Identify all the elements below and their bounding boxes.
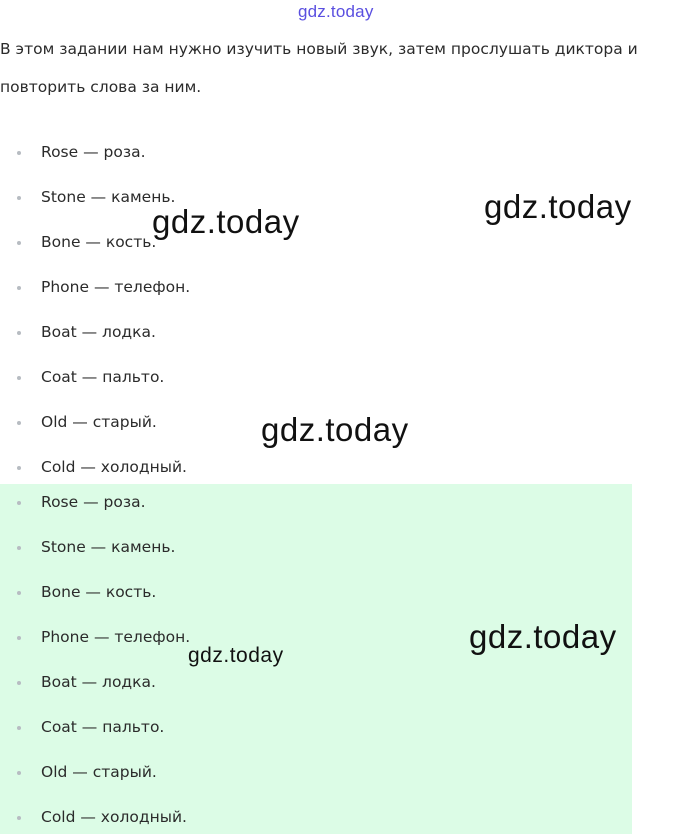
site-watermark: gdz.today — [261, 411, 409, 448]
bullet-icon — [17, 681, 21, 685]
list-item — [0, 795, 190, 834]
word-translation: Phone — телефон. — [41, 628, 191, 646]
list-item — [0, 615, 190, 660]
list-item — [0, 400, 190, 445]
site-watermark: gdz.today — [152, 203, 300, 240]
list-item — [0, 480, 190, 525]
word-translation: Rose — роза. — [41, 143, 146, 161]
list-item — [0, 310, 190, 355]
list-item — [0, 750, 190, 795]
bullet-icon — [17, 546, 21, 550]
task-description-line-2: повторить слова за ним. — [0, 78, 202, 96]
site-watermark: gdz.today — [469, 618, 617, 655]
bullet-icon — [17, 421, 21, 425]
word-translation: Cold — холодный. — [41, 808, 187, 826]
bullet-icon — [17, 286, 21, 290]
word-translation: Boat — лодка. — [41, 323, 156, 341]
bullet-icon — [17, 376, 21, 380]
bullet-icon — [17, 726, 21, 730]
word-translation: Coat — пальто. — [41, 368, 165, 386]
list-item — [0, 570, 190, 615]
site-watermark: gdz.today — [484, 188, 632, 225]
list-item — [0, 525, 190, 570]
word-translation: Bone — кость. — [41, 583, 157, 601]
bullet-icon — [17, 591, 21, 595]
list-item — [0, 660, 190, 705]
bullet-icon — [17, 331, 21, 335]
word-translation: Bone — кость. — [41, 233, 157, 251]
bullet-icon — [17, 771, 21, 775]
word-translation: Coat — пальто. — [41, 718, 165, 736]
bullet-icon — [17, 816, 21, 820]
site-watermark-top: gdz.today — [298, 2, 374, 21]
list-item — [0, 130, 190, 175]
bullet-icon — [17, 241, 21, 245]
list-item — [0, 705, 190, 750]
bullet-icon — [17, 466, 21, 470]
word-translation: Rose — роза. — [41, 493, 146, 511]
word-translation: Stone — камень. — [41, 538, 176, 556]
site-watermark: gdz.today — [188, 644, 284, 667]
word-translation: Phone — телефон. — [41, 278, 191, 296]
word-translation: Old — старый. — [41, 763, 157, 781]
word-translation: Cold — холодный. — [41, 458, 187, 476]
bullet-icon — [17, 636, 21, 640]
bullet-icon — [17, 196, 21, 200]
list-item — [0, 355, 190, 400]
word-translation: Old — старый. — [41, 413, 157, 431]
list-item — [0, 265, 190, 310]
word-translation: Stone — камень. — [41, 188, 176, 206]
word-list — [0, 130, 190, 490]
highlighted-word-list — [0, 480, 190, 834]
task-description — [0, 30, 670, 106]
bullet-icon — [17, 151, 21, 155]
bullet-icon — [17, 501, 21, 505]
task-description-line-1: В этом задании нам нужно изучить новый звук, затем прослушать диктора и — [0, 40, 638, 58]
word-translation: Boat — лодка. — [41, 673, 156, 691]
